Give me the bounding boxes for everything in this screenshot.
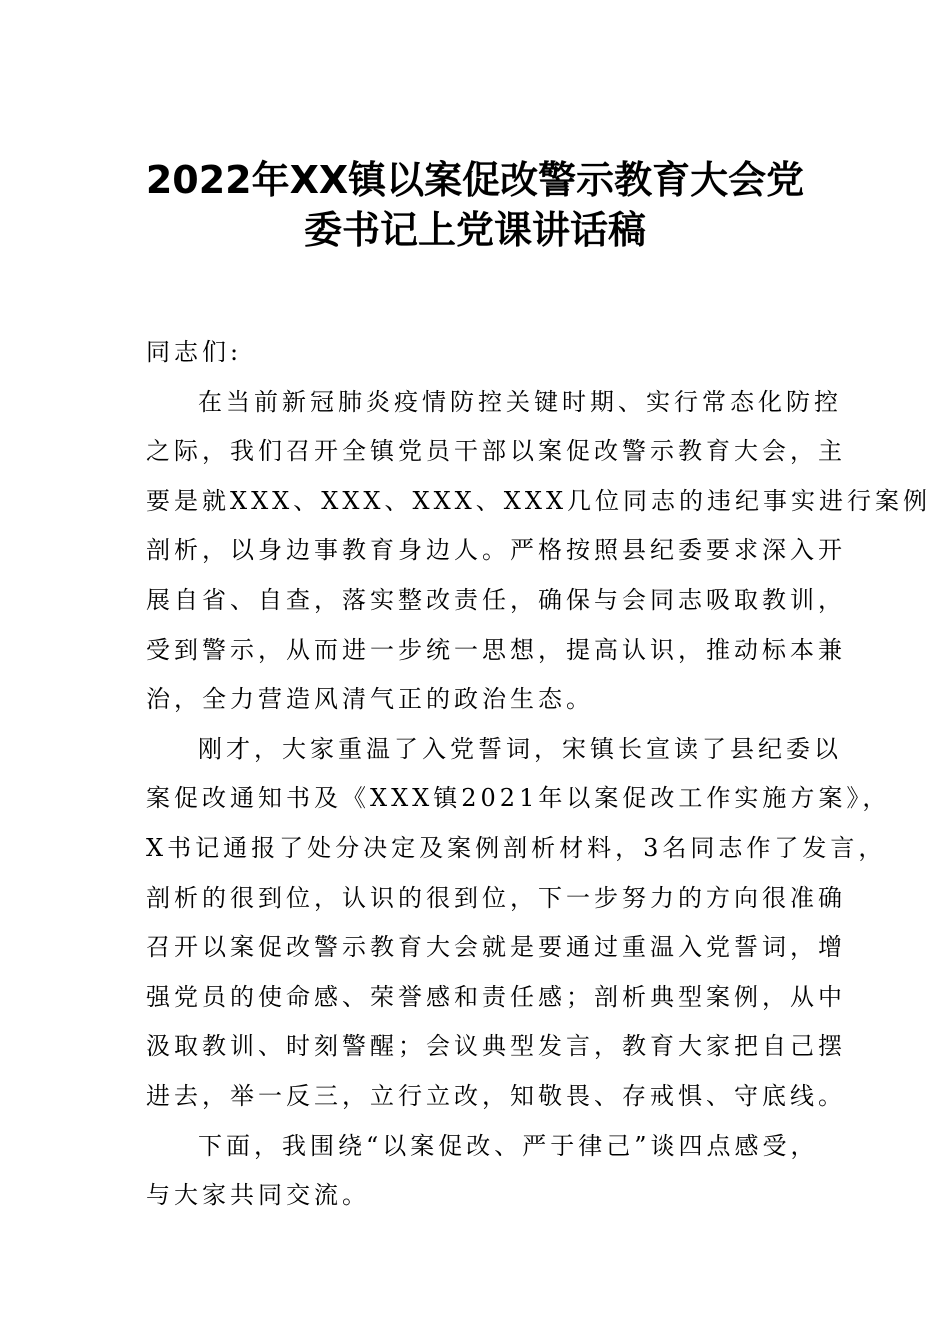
paragraph-line: 展自省、自查，落实整改责任，确保与会同志吸取教训， <box>146 585 846 614</box>
document-title-line-1: 2022年XX镇以案促改警示教育大会党 <box>145 158 805 202</box>
paragraph-3 <box>146 1122 836 1221</box>
paragraph-line: 受到警示，从而进一步统一思想，提高认识，推动标本兼 <box>146 635 846 664</box>
paragraph-line: 治，全力营造风清气正的政治生态。 <box>146 685 594 714</box>
paragraph-2 <box>146 725 891 1122</box>
paragraph-line: 进去，举一反三，立行立改，知敬畏、存戒惧、守底线。 <box>146 1081 846 1110</box>
paragraph-line: 强党员的使命感、荣誉感和责任感；剖析典型案例，从中 <box>146 982 846 1011</box>
paragraph-line: 案促改通知书及《XXX镇2021年以案促改工作实施方案》， <box>146 784 891 813</box>
document-body <box>146 328 932 1221</box>
paragraph-line: X书记通报了处分决定及案例剖析材料，3名同志作了发言， <box>146 833 887 862</box>
paragraph-line: 在当前新冠肺炎疫情防控关键时期、实行常态化防控 <box>198 387 842 416</box>
paragraph-line: 刚才，大家重温了入党誓词，宋镇长宣读了县纪委以 <box>198 734 842 763</box>
paragraph-line: 要是就XXX、XXX、XXX、XXX几位同志的违纪事实进行案例 <box>146 486 932 515</box>
paragraph-line: 汲取教训、时刻警醒；会议典型发言，教育大家把自己摆 <box>146 1032 846 1061</box>
paragraph-line: 之际，我们召开全镇党员干部以案促改警示教育大会，主 <box>146 437 846 466</box>
paragraph-1 <box>146 378 932 725</box>
paragraph-line: 剖析的很到位，认识的很到位，下一步努力的方向很准确 <box>146 883 846 912</box>
document-title-line-2: 委书记上党课讲话稿 <box>303 208 646 252</box>
paragraph-line: 与大家共同交流。 <box>146 1181 370 1210</box>
paragraph-line: 剖析，以身边事教育身边人。严格按照县纪委要求深入开 <box>146 536 846 565</box>
paragraph-line: 下面，我围绕“以案促改、严于律己”谈四点感受， <box>198 1131 819 1160</box>
salutation: 同志们: <box>146 338 243 366</box>
paragraph-line: 召开以案促改警示教育大会就是要通过重温入党誓词，增 <box>146 933 846 962</box>
